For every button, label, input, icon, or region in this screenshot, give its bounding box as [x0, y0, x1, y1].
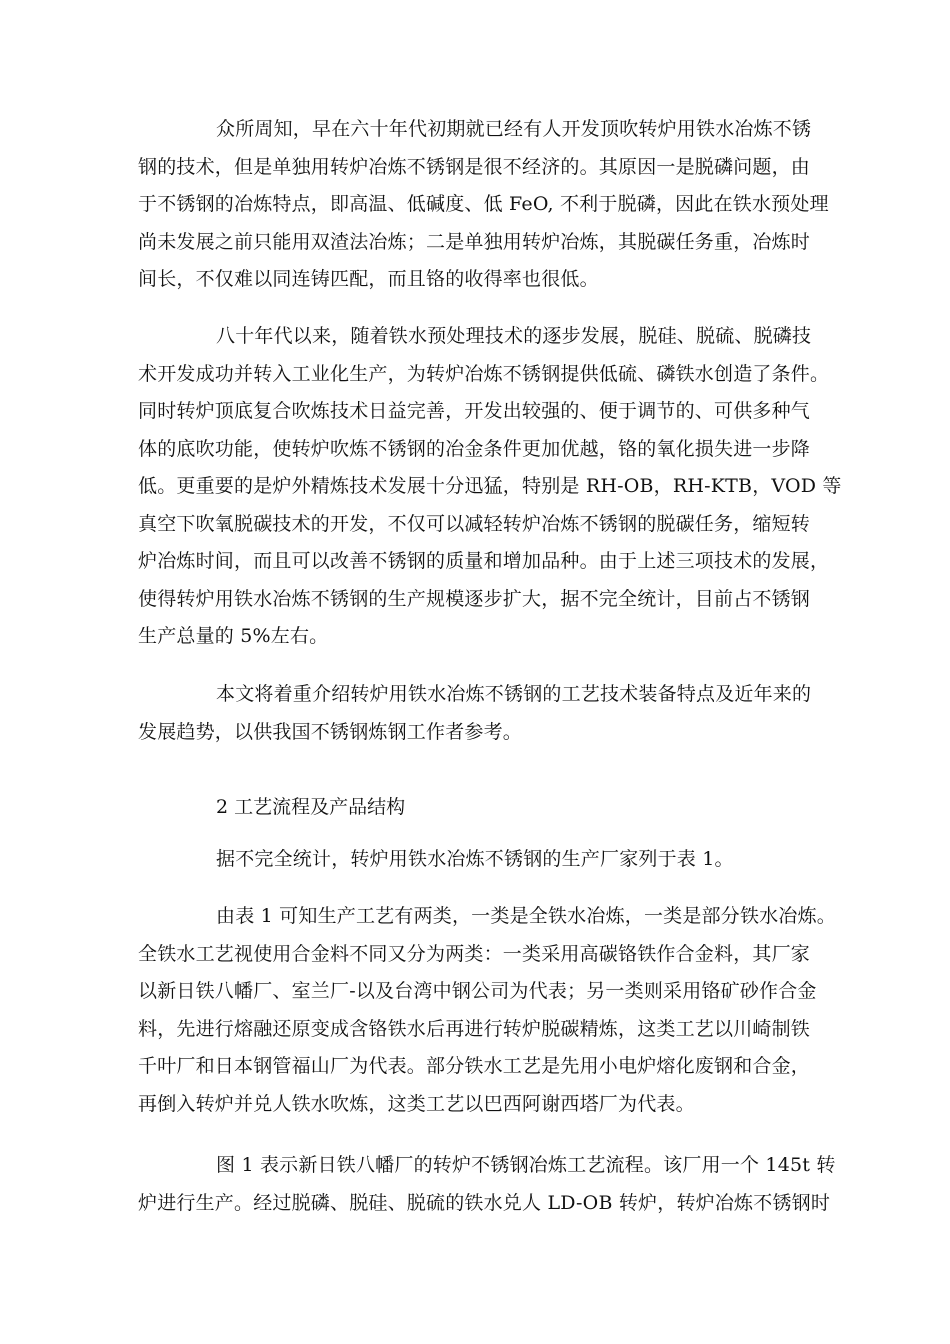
text-line: 全铁水工艺视使用合金料不同又分为两类：一类采用高碳铬铁作合金料，其厂家 — [138, 942, 811, 965]
text-line: 千叶厂和日本钢管福山厂为代表。部分铁水工艺是先用小电炉熔化废钢和合金， — [138, 1055, 811, 1077]
text-line: 真空下吹氧脱碳技术的开发，不仅可以减轻转炉冶炼不锈钢的脱碳任务，缩短转 — [138, 512, 811, 535]
paragraph-eighties-development — [138, 318, 842, 656]
paragraph-table-reference — [138, 841, 828, 879]
text-line: 本文将着重介绍转炉用铁水冶炼不锈钢的工艺技术装备特点及近年来的 — [216, 683, 812, 705]
text-line: 据不完全统计，转炉用铁水冶炼不锈钢的生产厂家列于表 1。 — [216, 848, 734, 870]
paragraph-process-types — [138, 898, 836, 1123]
text-line: 尚未发展之前只能用双渣法冶炼；二是单独用转炉冶炼，其脱碳任务重，冶炼时 — [138, 230, 811, 253]
paragraph-intro-history — [138, 111, 828, 299]
text-line: 体的底吹功能，使转炉吹炼不锈钢的冶金条件更加优越，铬的氧化损失进一步降 — [138, 437, 811, 460]
text-line: 炉冶炼时间，而且可以改善不锈钢的质量和增加品种。由于上述三项技术的发展， — [138, 550, 830, 572]
paragraph-article-purpose — [138, 676, 828, 751]
text-line: 间长，不仅难以同连铸匹配，而且铬的收得率也很低。 — [138, 268, 599, 290]
text-line: 图 1 表示新日铁八幡厂的转炉不锈钢冶炼工艺流程。该厂用一个 145t 转 — [216, 1154, 836, 1176]
text-line: 同时转炉顶底复合吹炼技术日益完善，开发出较强的、便于调节的、可供多种气 — [138, 400, 811, 422]
section-heading: 2 工艺流程及产品结构 — [216, 796, 406, 818]
text-line: 低。更重要的是炉外精炼技术发展十分迅猛，特别是 RH-OB，RH-KTB，VOD 等 — [138, 475, 842, 497]
text-line: 以新日铁八幡厂、室兰厂-以及台湾中钢公司为代表；另一类则采用铬矿砂作合金 — [138, 980, 817, 1002]
text-line: 钢的技术，但是单独用转炉冶炼不锈钢是很不经济的。其原因一是脱磷问题，由 — [138, 155, 811, 178]
text-line: 发展趋势，以供我国不锈钢炼钢工作者参考。 — [138, 720, 523, 743]
text-line: 众所周知，早在六十年代初期就已经有人开发顶吹转炉用铁水冶炼不锈 — [216, 118, 812, 140]
text-line: 八十年代以来，随着铁水预处理技术的逐步发展，脱硅、脱硫、脱磷技 — [216, 325, 812, 347]
text-line: 料，先进行熔融还原变成含铬铁水后再进行转炉脱碳精炼，这类工艺以川崎制铁 — [138, 1017, 811, 1040]
paragraph-figure-1 — [138, 1147, 836, 1222]
text-line: 炉进行生产。经过脱磷、脱硅、脱硫的铁水兑人 LD-OB 转炉，转炉冶炼不锈钢时 — [138, 1191, 831, 1214]
text-line: 再倒入转炉并兑人铁水吹炼，这类工艺以巴西阿谢西塔厂为代表。 — [138, 1092, 695, 1115]
text-line: 使得转炉用铁水冶炼不锈钢的生产规模逐步扩大，据不完全统计，目前占不锈钢 — [138, 587, 811, 610]
text-line: 由表 1 可知生产工艺有两类，一类是全铁水冶炼，一类是部分铁水冶炼。 — [216, 905, 836, 927]
text-line: 于不锈钢的冶炼特点，即高温、低碱度、低 FeO, 不利于脱磷，因此在铁水预处理 — [138, 193, 829, 215]
text-line: 生产总量的 5%左右。 — [138, 625, 329, 647]
text-line: 术开发成功并转入工业化生产，为转炉冶炼不锈钢提供低硫、磷铁水创造了条件。 — [138, 362, 830, 385]
